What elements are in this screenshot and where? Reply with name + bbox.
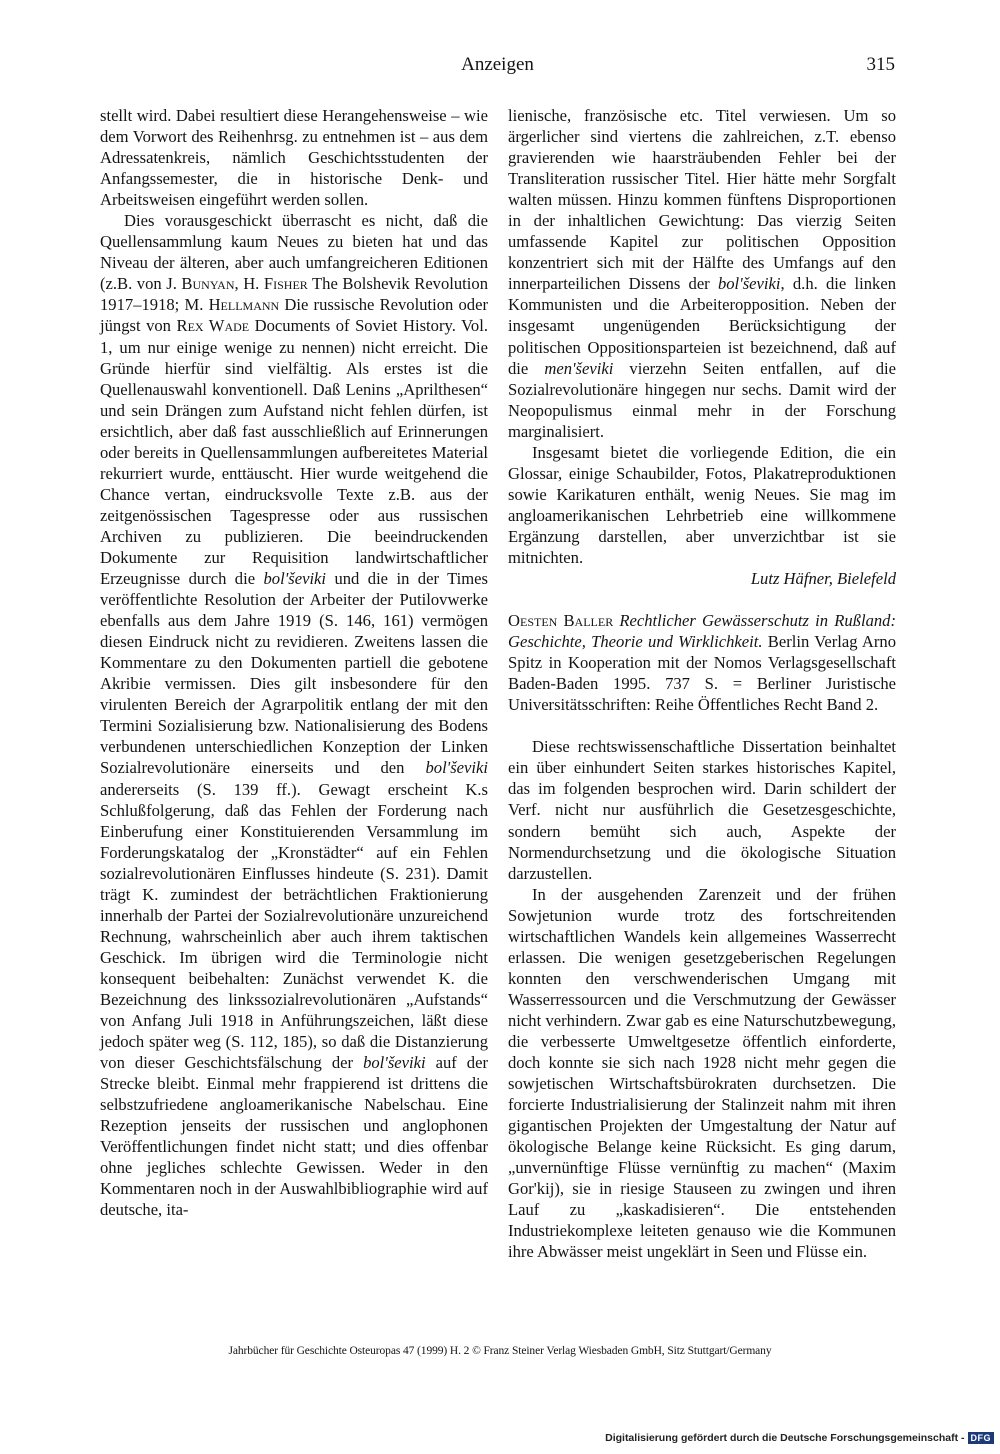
paragraph: Dies vorausgeschickt überrascht es nicht, daß die Quellensammlung kaum Neues zu bieten hat und das Niveau der älteren, aber auch umfangreicheren Editionen (z.B. von J. Bunyan, H. Fisher The Bolshevik Revolution 1917–1918; M. Hellmann Die russische Revolution oder jüngst von Rex Wade Documents of Soviet History. Vol. 1, um nur einige wenige zu nennen) nicht erreicht. Die Gründe hierfür sind vielfältig. Als erstes ist die Quellenauswahl konventionell. Daß Lenins „Aprilthesen“ und sein Drängen zum Aufstand nicht fehlen dürfen, ist ersichtlich, aber daß fast ausschließlich auf Erinnerungen oder bereits in Quellensammlungen aufbereitetes Material rekurriert wurde, enttäuscht. Hier wurde weitgehend die Chance vertan, eindrucksvolle Texte z.B. aus der zeitgenössischen Tagespresse oder aus russischen Archiven zu publizieren. Die beeindruckenden Dokumente zur Requisition landwirtschaftlicher Erzeugnisse durch die bol'ševiki und die in der Times veröffentlichte Resolution der Arbeiter der Putilovwerke ebenfalls aus dem Jahre 1919 (S. 146, 161) vermögen diesen Eindruck nicht zu revidieren. Zweitens lassen die Kommentare zu den Dokumenten partiell die gebotene Akribie vermissen. Dies gilt insbesondere für den virulenten Bereich der Agrarpolitik entlang der mit den Termini Sozialisierung bzw. Nationalisierung des Bodens verbundenen unterschiedlichen Konzeption der Linken Sozialrevolutionäre einerseits und den bol'ševiki andererseits (S. 139 ff.). Gewagt erscheint K.s Schlußfolgerung, daß das Fehlen der Forderung nach Einberufung einer Konstituierenden Versammlung im Forderungskatalog der „Kronstädter“ auf ein Fehlen sozialrevolutionären Einflusses hindeute (S. 231). Damit trägt K. zumindest der beträchtlichen Fraktionierung innerhalb der Partei der Sozialrevolutionäre unzureichend Rechnung, wahrscheinlich aber auch ihrem taktischen Geschick. Im übrigen wird die Terminologie nicht konsequent beibehalten: Zunächst verwendet K. die Bezeichnung des linkssozialrevolutionären „Aufstands“ von Anfang Juli 1918 in Anführungszeichen, läßt diese jedoch später weg (S. 112, 185), so daß die Distanzierung von dieser Geschichtsfälschung der bol'ševiki auf der Strecke bleibt. Einmal mehr frappierend ist drittens die selbstzufriedene angloamerikanische Nabelschau. Eine Rezeption jenseits der russischen und anglophonen Veröffentlichungen findet nicht statt; und dies offenbar ohne jegliches schlechte Gewissen. Weder in den Kommentaren noch in der Auswahlbibliographie wird auf deutsche, ita- xyxy=(100,211,489,1220)
reviewer-signature: Lutz Häfner, Bielefeld xyxy=(750,569,896,589)
paragraph: Insgesamt bietet die vorliegende Edition, die ein Glossar, einige Schaubilder, Fotos, Plakatreproduktionen sowie Karikaturen enthält, wenig Neues. Sie mag im angloamerikanischen Lehrbetrieb eine willkommene Ergänzung darstellen, aber unverzichtbar ist sie mitnichten. xyxy=(508,442,896,567)
paragraph: Diese rechtswissenschaftliche Dissertation beinhaltet ein über einhundert Seiten starkes historisches Kapitel, das im folgenden besprochen wird. Darin schildert der Verf. nicht nur ausführlich die Gesetzesgeschichte, sondern bemüht sich auch, Aspekte der Normendurchsetzung und die ökologische Situation darzustellen. xyxy=(508,737,896,883)
review-heading xyxy=(508,610,896,715)
page-number: 315 xyxy=(866,54,895,75)
review-author: Oesten Baller xyxy=(508,611,614,631)
left-column xyxy=(100,105,488,1220)
review-details: Berlin Verlag Arno Spitz in Kooperation mit der Nomos Verlagsgesellschaft Baden-Baden 1995. 737 S. = Berliner Juristische Universitätsschriften: Reihe Öffentliches Recht Band 2. xyxy=(508,632,897,715)
paragraph: lienische, französische etc. Titel verwiesen. Um so ärgerlicher sind viertens die zahlreichen, z.T. ebenso gravierenden wie haarsträubenden Fehler bei der Transliteration russischer Titel. Hier hätte mehr Sorgfalt walten müssen. Hinzu kommen fünftens Disproportionen in der inhaltlichen Gewichtung: Das vierzig Seiten umfassende Kapitel zur politischen Opposition konzentriert sich mit der Hälfte des Umfangs auf den innerparteilichen Dissens der bol'ševiki, d.h. die linken Kommunisten und die Arbeiteropposition. Neben der insgesamt ungenügenden Berücksichtigung der politischen Oppositionsparteien ist bezeichnend, daß auf die men'ševiki vierzehn Seiten entfallen, auf die Sozialrevolutionäre hingegen nur sechs. Damit wird der Neopopulismus einmal mehr in der Forschung marginalisiert. xyxy=(508,106,896,441)
dfg-logo: DFG xyxy=(968,1432,995,1444)
paragraph: stellt wird. Dabei resultiert diese Herangehensweise – wie dem Vorwort des Reihenhrsg. zu entnehmen ist – aus dem Adressatenkreis, nämlich Geschichtsstudenten der Anfangssemester, die in historische Denk- und Arbeitsweisen eingeführt werden sollen. xyxy=(100,106,488,210)
running-title: Anzeigen xyxy=(461,54,534,75)
credit-text: Digitalisierung gefördert durch die Deutsche Forschungsgemeinschaft - xyxy=(605,1432,965,1444)
review-title: Rechtlicher Gewässerschutz in Rußland: Geschichte, Theorie und Wirklichkeit. xyxy=(508,611,896,652)
journal-citation: Jahrbücher für Geschichte Osteuropas 47 (1999) H. 2 © Franz Steiner Verlag Wiesbaden GmbH, Sitz Stuttgart/Germany xyxy=(228,1345,772,1357)
right-column xyxy=(508,105,896,1262)
paragraph: In der ausgehenden Zarenzeit und der frühen Sowjetunion wurde trotz des fortschreitenden wirtschaftlichen Wandels kein allgemeines Wasserrecht erlassen. Die wenigen gesetzgeberischen Regelungen konnten den verschwenderischen Umgang mit Wasserressourcen und die Verschmutzung der Gewässer nicht verhindern. Zwar gab es eine Naturschutzbewegung, die verbesserte Umweltgesetze öffentlich einforderte, doch konnte sie sich nach 1928 nicht mehr gegen die sowjetischen Wirtschaftsbürokraten durchsetzen. Die forcierte Industrialisierung der Stalinzeit nahm mit ihren gigantischen Projekten der Umgestaltung der Natur auf ökologische Belange keine Rücksicht. Es ging darum, „unvernünftige Flüsse vernünftig zu machen“ (Maxim Gor'kij), sie in riesige Stauseen zu zwingen und ihren Lauf zu „kaskadisieren“. Die entstehenden Industriekomplexe leiteten genauso wie die Kommunen ihre Abwässer meist ungeklärt in Seen und Flüsse ein. xyxy=(508,884,896,1262)
digitization-credit xyxy=(605,1432,994,1444)
page-header xyxy=(100,52,895,82)
